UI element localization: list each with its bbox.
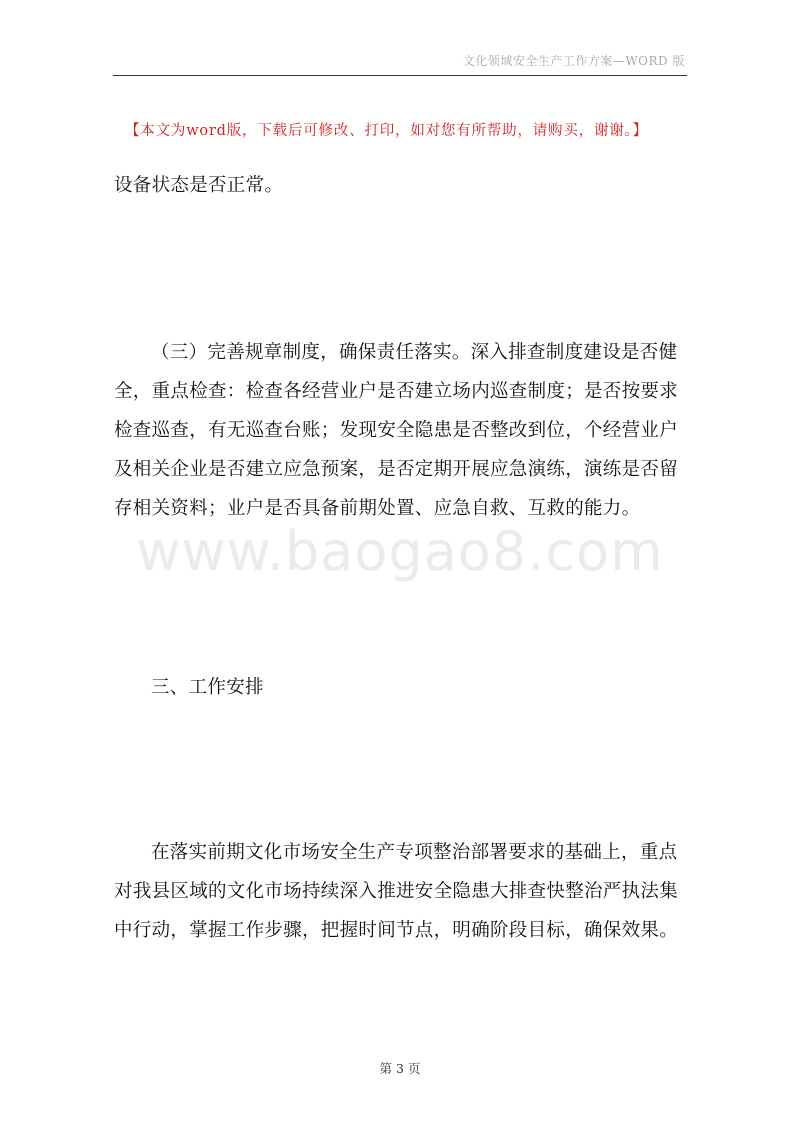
paragraph-device-status: 设备状态是否正常。 <box>114 175 284 196</box>
paragraph-work-arrangement: 在落实前期文化市场安全生产专项整治部署要求的基础上，重点对我县区域的文化市场持续深入推进安全隐患大排查快整治严执法集中行动，掌握工作步骤，把握时间节点，明确阶段目标，确保效果。 <box>114 842 679 941</box>
watermark: www.baogao8.com <box>136 520 664 583</box>
header-title: 文化领域安全生产工作方案—WORD 版 <box>462 54 685 68</box>
heading-work-arrangement: 三、工作安排 <box>151 677 264 698</box>
header-divider <box>113 75 687 76</box>
page-number: 第 3 页 <box>379 1061 421 1076</box>
paragraph-section-three-rules: （三）完善规章制度，确保责任落实。深入排查制度建设是否健全，重点检查：检查各经营业户是否建立场内巡查制度；是否按要求检查巡查，有无巡查台账；发现安全隐患是否整改到位，个经营业户及相关企业是否建立应急预案，是否定期开展应急演练，演练是否留存相关资料；业户是否具备前期处置、应急自救、互救的能力。 <box>114 342 679 519</box>
purchase-notice: 【本文为word版，下载后可修改、打印，如对您有所帮助，请购买，谢谢。】 <box>125 123 648 139</box>
